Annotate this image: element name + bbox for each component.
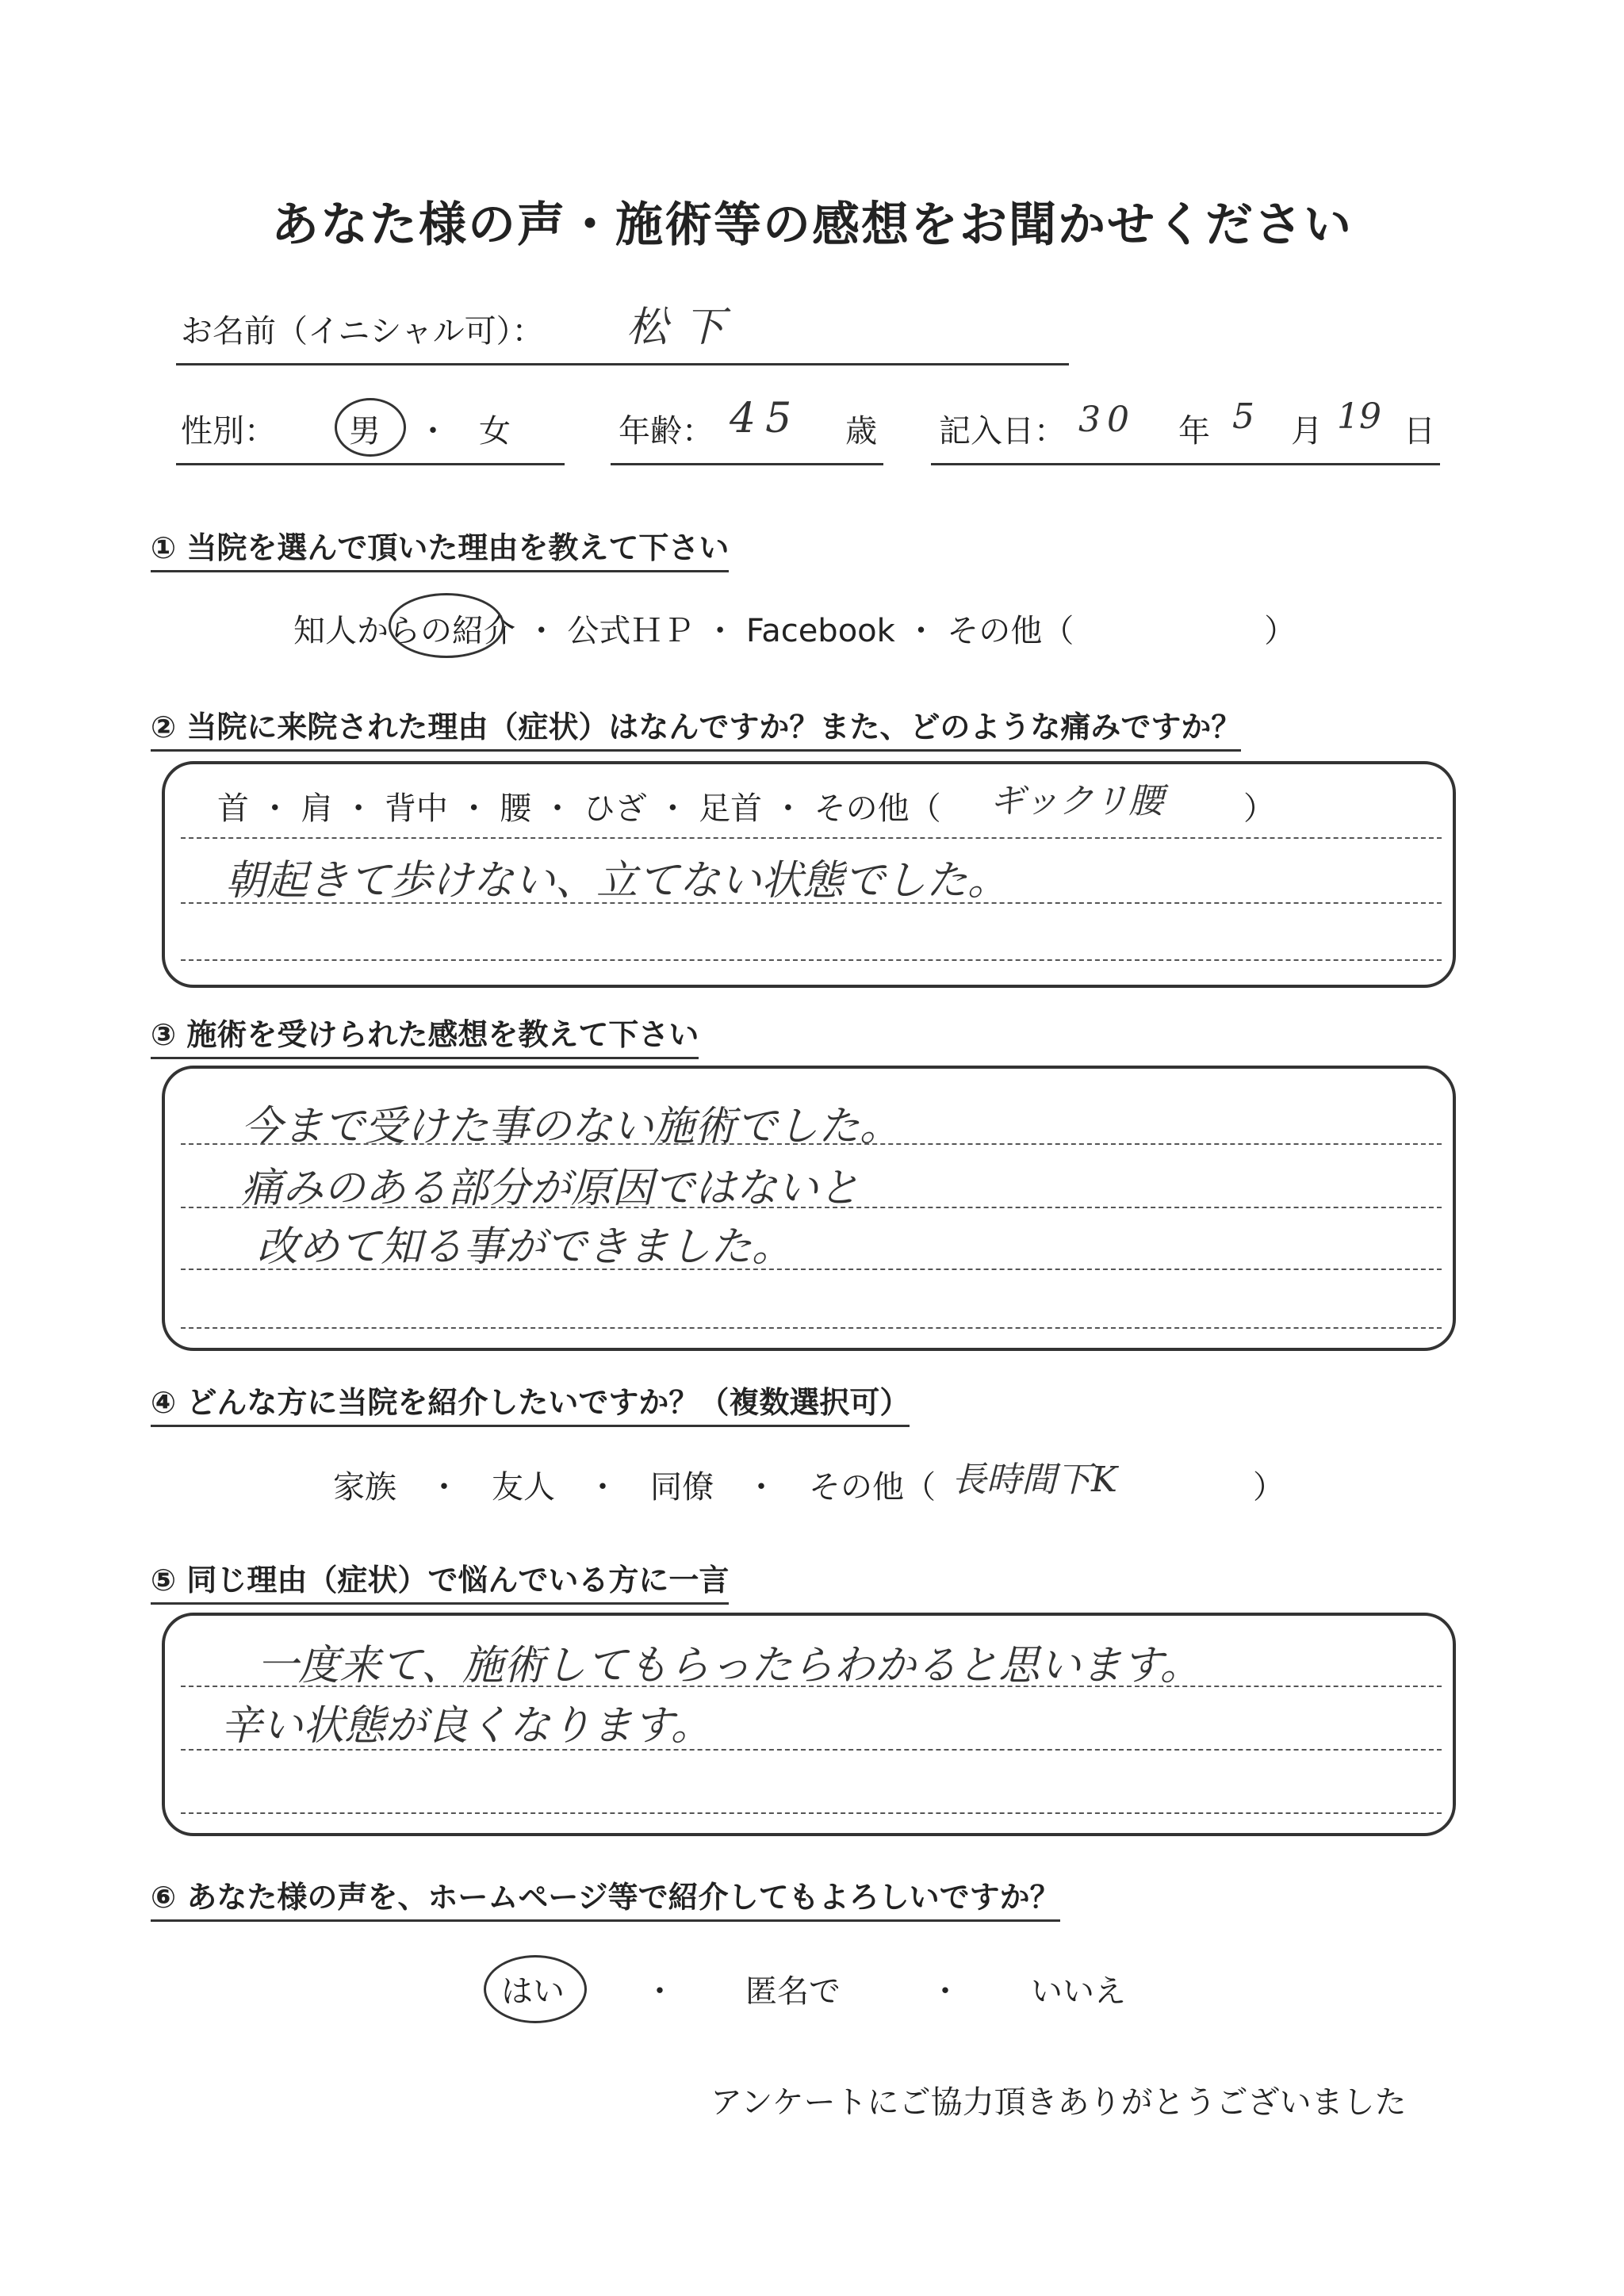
q4-options-suffix: ） bbox=[1253, 1469, 1285, 1506]
date-month[interactable]: 5 bbox=[1232, 396, 1254, 437]
q3-line-2 bbox=[181, 1207, 1442, 1208]
age-unit: 歳 bbox=[845, 413, 877, 450]
q2-options-prefix[interactable]: 首 ・ 肩 ・ 背中 ・ 腰 ・ ひざ ・ 足首 ・ その他（ bbox=[217, 790, 941, 827]
gender-male-circle bbox=[335, 398, 406, 457]
footer-thanks: アンケートにご協力頂きありがとうございました bbox=[710, 2084, 1407, 2121]
q2-line-3 bbox=[181, 959, 1442, 961]
date-year-unit: 年 bbox=[1178, 413, 1210, 450]
date-day[interactable]: 19 bbox=[1337, 396, 1381, 437]
q4-other-answer[interactable]: 長時間下K bbox=[952, 1460, 1117, 1500]
q4-heading: ④ どんな方に当院を紹介したいですか？（複数選択可） bbox=[151, 1378, 910, 1427]
date-day-unit: 日 bbox=[1404, 413, 1435, 450]
q2-other-answer[interactable]: ギックリ腰 bbox=[990, 781, 1164, 821]
q1-selection-circle bbox=[389, 593, 504, 658]
q2-heading: ② 当院に来院された理由（症状）はなんですか？また、どのような痛みですか？ bbox=[151, 702, 1241, 752]
gender-label: 性別： bbox=[181, 413, 276, 450]
q2-answer-box bbox=[162, 761, 1456, 988]
q3-line-4 bbox=[181, 1327, 1442, 1329]
age-underline bbox=[611, 463, 883, 465]
q6-yes-circle bbox=[484, 1955, 587, 2023]
q3-answer-line-2[interactable]: 痛みのある部分が原因ではないと bbox=[241, 1165, 860, 1212]
gender-male[interactable]: 男 bbox=[349, 413, 381, 450]
date-month-unit: 月 bbox=[1291, 413, 1323, 450]
q5-answer-line-2[interactable]: 辛い状態が良くなります。 bbox=[220, 1702, 712, 1750]
q2-line-1 bbox=[181, 837, 1442, 839]
q1-heading: ① 当院を選んで頂いた理由を教えて下さい bbox=[151, 523, 729, 572]
q5-answer-line-1[interactable]: 一度来て、施術してもらったらわかると思います。 bbox=[257, 1642, 1201, 1689]
q5-line-1 bbox=[181, 1686, 1442, 1687]
q6-anonymous[interactable]: 匿名で bbox=[745, 1973, 841, 2010]
page-title: あなた様の声・施術等の感想をお聞かせください bbox=[271, 197, 1353, 253]
q3-line-1 bbox=[181, 1143, 1442, 1145]
q2-line-2 bbox=[181, 902, 1442, 904]
q5-line-3 bbox=[181, 1812, 1442, 1814]
q3-heading: ③ 施術を受けられた感想を教えて下さい bbox=[151, 1010, 699, 1059]
q3-answer-line-3[interactable]: 改めて知る事ができました。 bbox=[257, 1223, 794, 1271]
q6-dot-2: ・ bbox=[929, 1973, 961, 2010]
q5-answer-box bbox=[162, 1613, 1456, 1836]
gender-female[interactable]: 女 bbox=[479, 413, 511, 450]
q6-no[interactable]: いいえ bbox=[1031, 1973, 1126, 2010]
date-label: 記入日： bbox=[939, 413, 1066, 450]
q1-options[interactable]: 知人からの紹介 ・ 公式ＨＰ ・ Facebook ・ その他（ ） bbox=[293, 613, 1297, 649]
q3-answer-box bbox=[162, 1066, 1456, 1351]
q5-heading: ⑤ 同じ理由（症状）で悩んでいる方に一言 bbox=[151, 1556, 729, 1605]
name-label: お名前（イニシャル可）： bbox=[181, 313, 544, 350]
q5-line-2 bbox=[181, 1749, 1442, 1751]
q2-answer-line-1[interactable]: 朝起きて歩けない、立てない状態でした。 bbox=[225, 857, 1009, 905]
age-label: 年齢： bbox=[619, 413, 714, 450]
q3-line-3 bbox=[181, 1269, 1442, 1270]
q4-options-prefix[interactable]: 家族 ・ 友人 ・ 同僚 ・ その他（ bbox=[333, 1469, 936, 1506]
q6-heading: ⑥ あなた様の声を、ホームページ等で紹介してもよろしいですか？ bbox=[151, 1873, 1060, 1922]
q6-yes[interactable]: はい bbox=[501, 1973, 565, 2010]
q2-options-suffix: ） bbox=[1243, 790, 1275, 827]
name-value[interactable]: 松下 bbox=[626, 304, 741, 351]
name-underline bbox=[176, 363, 1069, 365]
gender-underline bbox=[176, 463, 565, 465]
q6-dot-1: ・ bbox=[644, 1973, 676, 2010]
age-value[interactable]: 45 bbox=[730, 395, 802, 442]
gender-dot: ・ bbox=[417, 413, 449, 450]
date-year[interactable]: 30 bbox=[1078, 400, 1136, 440]
date-underline bbox=[931, 463, 1440, 465]
q3-answer-line-1[interactable]: 今まで受けた事のない施術でした。 bbox=[241, 1103, 902, 1150]
